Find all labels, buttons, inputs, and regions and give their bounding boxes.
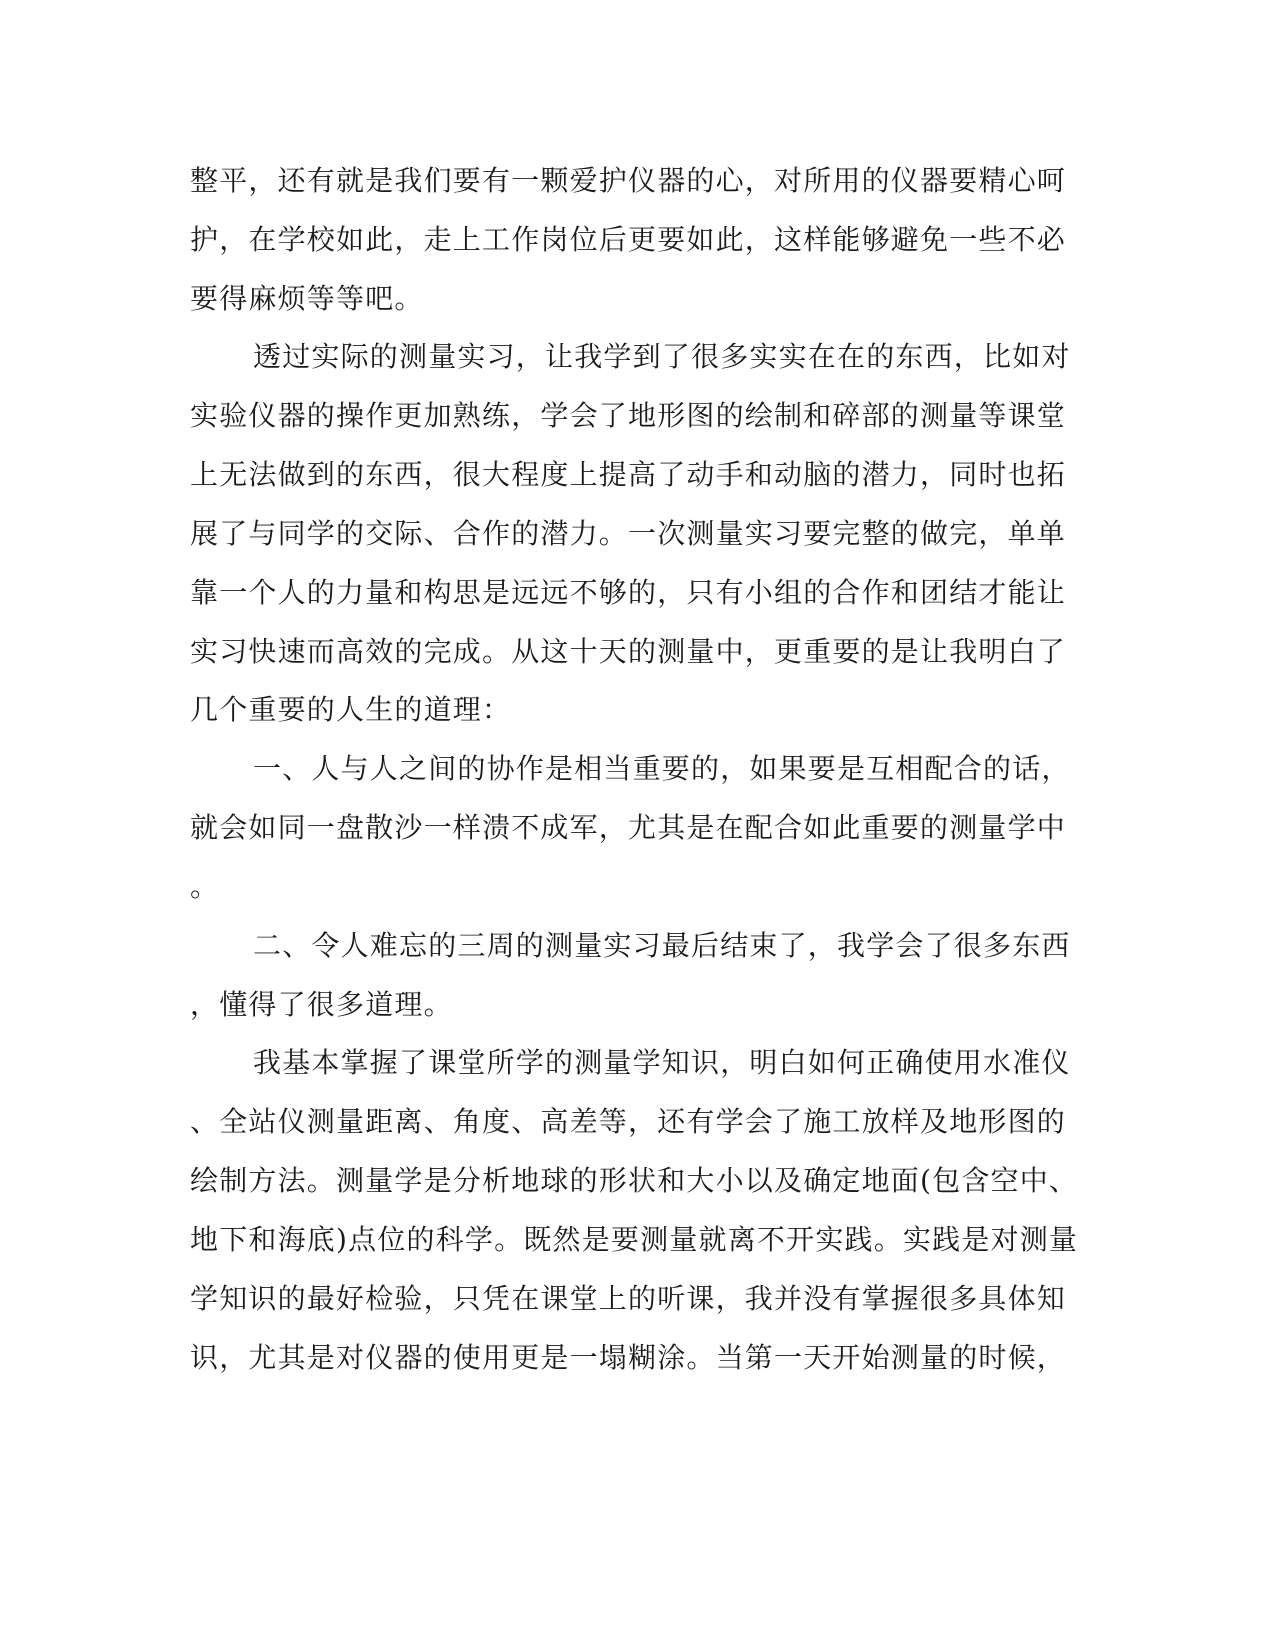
paragraph-start-line: 一、人与人之间的协作是相当重要的，如果要是互相配合的话， (253, 752, 1071, 785)
paragraph-start-line: 我基本掌握了课堂所学的测量学知识，明白如何正确使用水准仪 (253, 1046, 1071, 1079)
text-line: 实习快速而高效的完成。从这十天的测量中，更重要的是让我明白了 (190, 635, 1067, 668)
text-line: 识，尤其是对仪器的使用更是一塌糊涂。当第一天开始测量的时候， (190, 1341, 1067, 1374)
text-line: 靠一个人的力量和构思是远远不够的，只有小组的合作和团结才能让 (190, 576, 1067, 609)
text-line: 上无法做到的东西，很大程度上提高了动手和动脑的潜力，同时也拓 (190, 458, 1067, 491)
text-line: 、全站仪测量距离、角度、高差等，还有学会了施工放样及地形图的 (190, 1105, 1067, 1138)
text-line: 护，在学校如此，走上工作岗位后更要如此，这样能够避免一些不必 (190, 223, 1067, 256)
text-line: ，懂得了很多道理。 (190, 988, 453, 1021)
text-line: 。 (190, 870, 220, 903)
text-line: 实验仪器的操作更加熟练，学会了地形图的绘制和碎部的测量等课堂 (190, 399, 1067, 432)
text-line: 学知识的最好检验，只凭在课堂上的听课，我并没有掌握很多具体知 (190, 1282, 1067, 1315)
text-line: 几个重要的人生的道理： (190, 693, 512, 726)
text-line: 要得麻烦等等吧。 (190, 282, 424, 315)
paragraph-start-line: 二、令人难忘的三周的测量实习最后结束了，我学会了很多东西 (253, 929, 1071, 962)
text-line: 展了与同学的交际、合作的潜力。一次测量实习要完整的做完，单单 (190, 517, 1067, 550)
text-line: 整平，还有就是我们要有一颗爱护仪器的心，对所用的仪器要精心呵 (190, 164, 1067, 197)
text-line: 地下和海底)点位的科学。既然是要测量就离不开实践。实践是对测量 (190, 1223, 1079, 1256)
text-line: 就会如同一盘散沙一样溃不成军，尤其是在配合如此重要的测量学中 (190, 811, 1067, 844)
text-line: 绘制方法。测量学是分析地球的形状和大小以及确定地面(包含空中、 (190, 1164, 1079, 1197)
paragraph-start-line: 透过实际的测量实习，让我学到了很多实实在在的东西，比如对 (253, 340, 1071, 373)
